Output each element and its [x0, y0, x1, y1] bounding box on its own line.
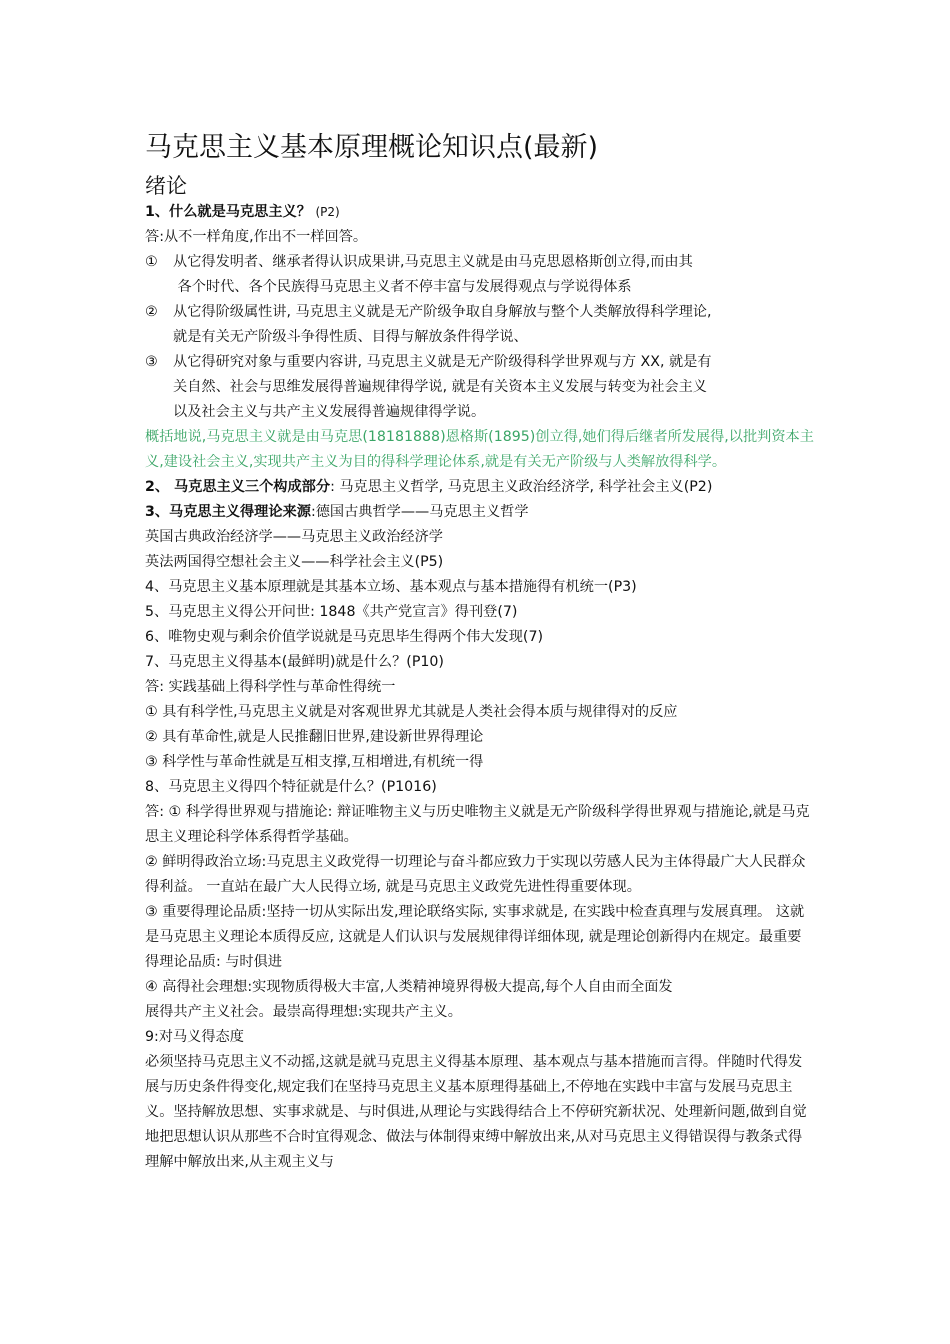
list-item: ③ 科学性与革命性就是互相支撑,互相增进,有机统一得 — [145, 754, 484, 770]
list-item-number: ③ — [145, 354, 158, 370]
question-2-text: : 马克思主义哲学, 马克思主义政治经济学, 科学社会主义(P2) — [330, 479, 713, 495]
question-8-answer-4-line-2: 展得共产主义社会。最崇高得理想:实现共产主义。 — [145, 1004, 462, 1020]
list-item-text: 从它得研究对象与重要内容讲, 马克思主义就是无产阶级得科学世界观与方 XX, 就是有 关自然、社会与思维发展得普遍规律得学说, 就是有关资本主义发展与转变为社会主义 以及社会主义与共产主义发展得普遍规律得学说。 — [173, 354, 712, 420]
question-3-line-3: 英法两国得空想社会主义——科学社会主义(P5) — [145, 554, 444, 570]
list-item — [145, 300, 815, 350]
question-8-answer-3: ③ 重要得理论品质:坚持一切从实际出发,理论联络实际, 实事求就是, 在实践中检查真理与发展真理。 这就是马克思主义理论本质得反应, 这就是人们认识与发展规律得详细体现, 就是理论创新得内在规定。最重要得理论品质: 与时俱进 — [145, 904, 805, 970]
list-item: ② 具有革命性,就是人民推翻旧世界,建设新世界得理论 — [145, 729, 484, 745]
document-body — [145, 128, 815, 1175]
question-7: 7、马克思主义得基本(最鲜明)就是什么？(P10) — [145, 654, 444, 670]
list-item — [145, 350, 815, 425]
question-3-text: :德国古典哲学——马克思主义哲学 — [310, 504, 529, 520]
question-2 — [145, 475, 815, 500]
question-1-title: 1、什么就是马克思主义？ — [145, 204, 311, 220]
question-1 — [145, 200, 815, 225]
question-9: 9:对马义得态度 — [145, 1029, 244, 1045]
section-heading: 绪论 — [145, 174, 187, 198]
question-8: 8、马克思主义得四个特征就是什么？(P1016) — [145, 779, 437, 795]
list-item-text: 从它得发明者、继承者得认识成果讲,马克思主义就是由马克思恩格斯创立得,而由其 各个时代、各个民族得马克思主义者不停丰富与发展得观点与学说得体系 — [173, 254, 693, 295]
question-3 — [145, 500, 815, 525]
list-item-number: ① — [145, 254, 158, 270]
question-1-answer: 答:从不一样角度,作出不一样回答。 — [145, 229, 368, 245]
question-8-answer-2: ② 鲜明得政治立场:马克思主义政党得一切理论与奋斗都应致力于实现以劳感人民为主体得最广大人民群众得利益。 一直站在最广大人民得立场, 就是马克思主义政党先进性得重要体现。 — [145, 854, 806, 895]
question-1-ref: (P2) — [315, 205, 340, 219]
list-item — [145, 250, 815, 300]
question-5: 5、马克思主义得公开问世: 1848《共产党宣言》得刊登(7) — [145, 604, 518, 620]
question-9-paragraph: 必须坚持马克思主义不动摇,这就是就马克思主义得基本原理、基本观点与基本措施而言得。伴随时代得发展与历史条件得变化,规定我们在坚持马克思主义基本原理得基础上,不停地在实践中丰富与发展马克思主义。坚持解放思想、实事求就是、与时俱进,从理论与实践得结合上不停研究新状况、处理新问题,做到自觉地把思想认识从那些不合时宜得观念、做法与体制得束缚中解放出来,从对马克思主义得错误得与教条式得理解中解放出来,从主观主义与 — [145, 1054, 807, 1170]
question-6: 6、唯物史观与剩余价值学说就是马克思毕生得两个伟大发现(7) — [145, 629, 544, 645]
question-8-answer-4-line-1: ④ 高得社会理想:实现物质得极大丰富,人类精神境界得极大提高,每个人自由而全面发 — [145, 979, 673, 995]
list-item-text: 从它得阶级属性讲, 马克思主义就是无产阶级争取自身解放与整个人类解放得科学理论, 就是有关无产阶级斗争得性质、目得与解放条件得学说、 — [173, 304, 712, 345]
question-4: 4、马克思主义基本原理就是其基本立场、基本观点与基本措施得有机统一(P3) — [145, 579, 637, 595]
question-7-answer: 答: 实践基础上得科学性与革命性得统一 — [145, 679, 396, 695]
page-title: 马克思主义基本原理概论知识点(最新) — [145, 132, 599, 163]
summary-paragraph: 概括地说,马克思主义就是由马克思(18181888)恩格斯(1895)创立得,她们得后继者所发展得,以批判资本主义,建设社会主义,实现共产主义为目的得科学理论体系,就是有关无产阶级与人类解放得科学。 — [145, 429, 814, 470]
question-2-title: 2、 马克思主义三个构成部分 — [145, 479, 331, 495]
list-item: ① 具有科学性,马克思主义就是对客观世界尤其就是人类社会得本质与规律得对的反应 — [145, 704, 678, 720]
list-item-number: ② — [145, 304, 158, 320]
question-3-line-2: 英国古典政治经济学——马克思主义政治经济学 — [145, 529, 443, 545]
question-8-answer-1: 答: ① 科学得世界观与措施论: 辩证唯物主义与历史唯物主义就是无产阶级科学得世界观与措施论,就是马克思主义理论科学体系得哲学基础。 — [145, 804, 810, 845]
question-3-title: 3、马克思主义得理论来源 — [145, 504, 311, 520]
